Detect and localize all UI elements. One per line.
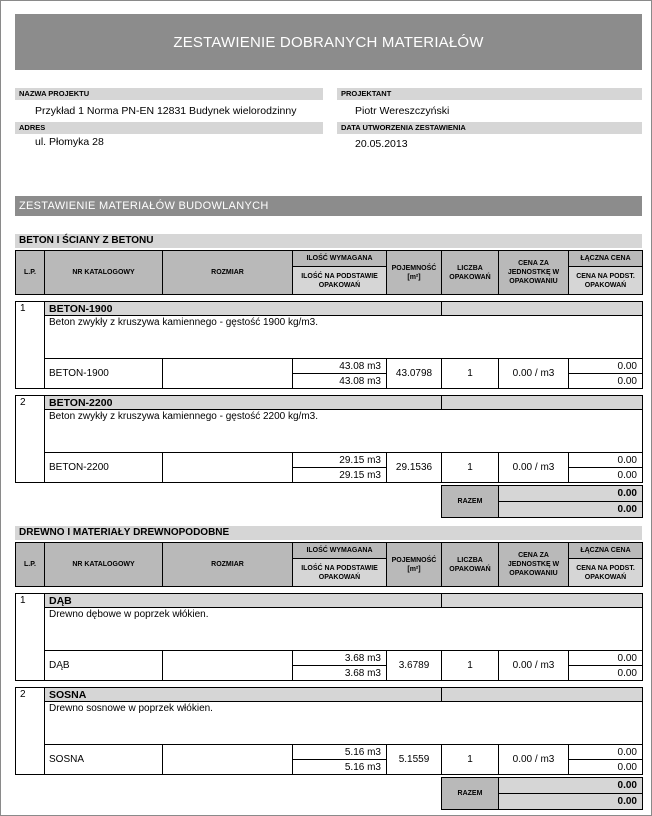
project-name-value: Przykład 1 Norma PN-EN 12831 Budynek wielorodzinny xyxy=(35,105,297,117)
item-name-spacer xyxy=(441,395,643,410)
item-name: SOSNA xyxy=(44,687,442,702)
sum-total: 0.00 xyxy=(498,485,643,502)
sum-label: RAZEM xyxy=(441,485,499,518)
item-description: Drewno sosnowe w poprzek włókien. xyxy=(44,701,643,745)
item-package-count: 1 xyxy=(441,358,499,389)
item-total-packages: 0.00 xyxy=(568,665,643,681)
report-title: ZESTAWIENIE DOBRANYCH MATERIAŁÓW xyxy=(15,14,642,70)
column-header-catalog: NR KATALOGOWY xyxy=(44,542,163,587)
item-unit-price: 0.00 / m3 xyxy=(498,650,569,681)
item-qty-required: 29.15 m3 xyxy=(292,452,387,468)
item-name: BETON-1900 xyxy=(44,301,442,316)
item-capacity: 43.0798 xyxy=(386,358,442,389)
column-header-qty-packages: ILOŚĆ NA PODSTAWIE OPAKOWAŃ xyxy=(292,266,387,295)
item-unit-price: 0.00 / m3 xyxy=(498,452,569,483)
item-total-price: 0.00 xyxy=(568,744,643,760)
category-title: DREWNO I MATERIAŁY DREWNOPODOBNE xyxy=(15,526,642,540)
designer-label: PROJEKTANT xyxy=(337,88,642,100)
item-lp: 1 xyxy=(15,301,45,389)
item-qty-required: 3.68 m3 xyxy=(292,650,387,666)
designer-value: Piotr Wereszczyński xyxy=(355,105,450,117)
address-label: ADRES xyxy=(15,122,323,134)
item-total-packages: 0.00 xyxy=(568,467,643,483)
sum-packages: 0.00 xyxy=(498,501,643,518)
sum-total: 0.00 xyxy=(498,777,643,794)
item-name-spacer xyxy=(441,593,643,608)
project-name-label: NAZWA PROJEKTU xyxy=(15,88,323,100)
item-lp: 1 xyxy=(15,593,45,681)
date-label: DATA UTWORZENIA ZESTAWIENIA xyxy=(337,122,642,134)
column-header-catalog: NR KATALOGOWY xyxy=(44,250,163,295)
sum-label: RAZEM xyxy=(441,777,499,810)
item-qty-packages: 43.08 m3 xyxy=(292,373,387,389)
item-total-price: 0.00 xyxy=(568,358,643,374)
column-header-size: ROZMIAR xyxy=(162,542,293,587)
item-description: Drewno dębowe w poprzek włókien. xyxy=(44,607,643,651)
column-header-lp: L.P. xyxy=(15,542,45,587)
item-qty-packages: 5.16 m3 xyxy=(292,759,387,775)
item-capacity: 29.1536 xyxy=(386,452,442,483)
item-total-packages: 0.00 xyxy=(568,759,643,775)
item-capacity: 3.6789 xyxy=(386,650,442,681)
item-size xyxy=(162,358,293,389)
item-capacity: 5.1559 xyxy=(386,744,442,775)
item-unit-price: 0.00 / m3 xyxy=(498,358,569,389)
item-name: DĄB xyxy=(44,593,442,608)
address-value: ul. Płomyka 28 xyxy=(35,136,104,148)
item-package-count: 1 xyxy=(441,744,499,775)
column-header-size: ROZMIAR xyxy=(162,250,293,295)
date-value: 20.05.2013 xyxy=(355,138,408,150)
column-header-capacity: POJEMNOŚĆ [m²] xyxy=(386,542,442,587)
column-header-capacity: POJEMNOŚĆ [m²] xyxy=(386,250,442,295)
column-header-unit-price: CENA ZA JEDNOSTKĘ W OPAKOWANIU xyxy=(498,250,569,295)
item-qty-required: 43.08 m3 xyxy=(292,358,387,374)
column-header-total-packages: CENA NA PODST. OPAKOWAŃ xyxy=(568,266,643,295)
column-header-unit-price: CENA ZA JEDNOSTKĘ W OPAKOWANIU xyxy=(498,542,569,587)
column-header-qty-required: ILOŚĆ WYMAGANA xyxy=(292,250,387,267)
column-header-package-count: LICZBA OPAKOWAŃ xyxy=(441,250,499,295)
column-header-total-price: ŁĄCZNA CENA xyxy=(568,542,643,559)
item-lp: 2 xyxy=(15,687,45,775)
item-description: Beton zwykły z kruszywa kamiennego - gęstość 1900 kg/m3. xyxy=(44,315,643,359)
item-package-count: 1 xyxy=(441,452,499,483)
column-header-lp: L.P. xyxy=(15,250,45,295)
column-header-total-price: ŁĄCZNA CENA xyxy=(568,250,643,267)
item-catalog: SOSNA xyxy=(44,744,163,775)
item-name: BETON-2200 xyxy=(44,395,442,410)
item-unit-price: 0.00 / m3 xyxy=(498,744,569,775)
item-catalog: BETON-2200 xyxy=(44,452,163,483)
item-name-spacer xyxy=(441,687,643,702)
item-size xyxy=(162,452,293,483)
item-total-price: 0.00 xyxy=(568,650,643,666)
item-size xyxy=(162,650,293,681)
column-header-qty-required: ILOŚĆ WYMAGANA xyxy=(292,542,387,559)
item-description: Beton zwykły z kruszywa kamiennego - gęstość 2200 kg/m3. xyxy=(44,409,643,453)
item-catalog: BETON-1900 xyxy=(44,358,163,389)
item-name-spacer xyxy=(441,301,643,316)
item-total-packages: 0.00 xyxy=(568,373,643,389)
item-total-price: 0.00 xyxy=(568,452,643,468)
item-qty-packages: 29.15 m3 xyxy=(292,467,387,483)
item-lp: 2 xyxy=(15,395,45,483)
column-header-qty-packages: ILOŚĆ NA PODSTAWIE OPAKOWAŃ xyxy=(292,558,387,587)
item-qty-packages: 3.68 m3 xyxy=(292,665,387,681)
item-size xyxy=(162,744,293,775)
sum-packages: 0.00 xyxy=(498,793,643,810)
item-catalog: DĄB xyxy=(44,650,163,681)
section-title: ZESTAWIENIE MATERIAŁÓW BUDOWLANYCH xyxy=(15,196,642,216)
category-title: BETON I ŚCIANY Z BETONU xyxy=(15,234,642,248)
column-header-total-packages: CENA NA PODST. OPAKOWAŃ xyxy=(568,558,643,587)
column-header-package-count: LICZBA OPAKOWAŃ xyxy=(441,542,499,587)
item-qty-required: 5.16 m3 xyxy=(292,744,387,760)
item-package-count: 1 xyxy=(441,650,499,681)
